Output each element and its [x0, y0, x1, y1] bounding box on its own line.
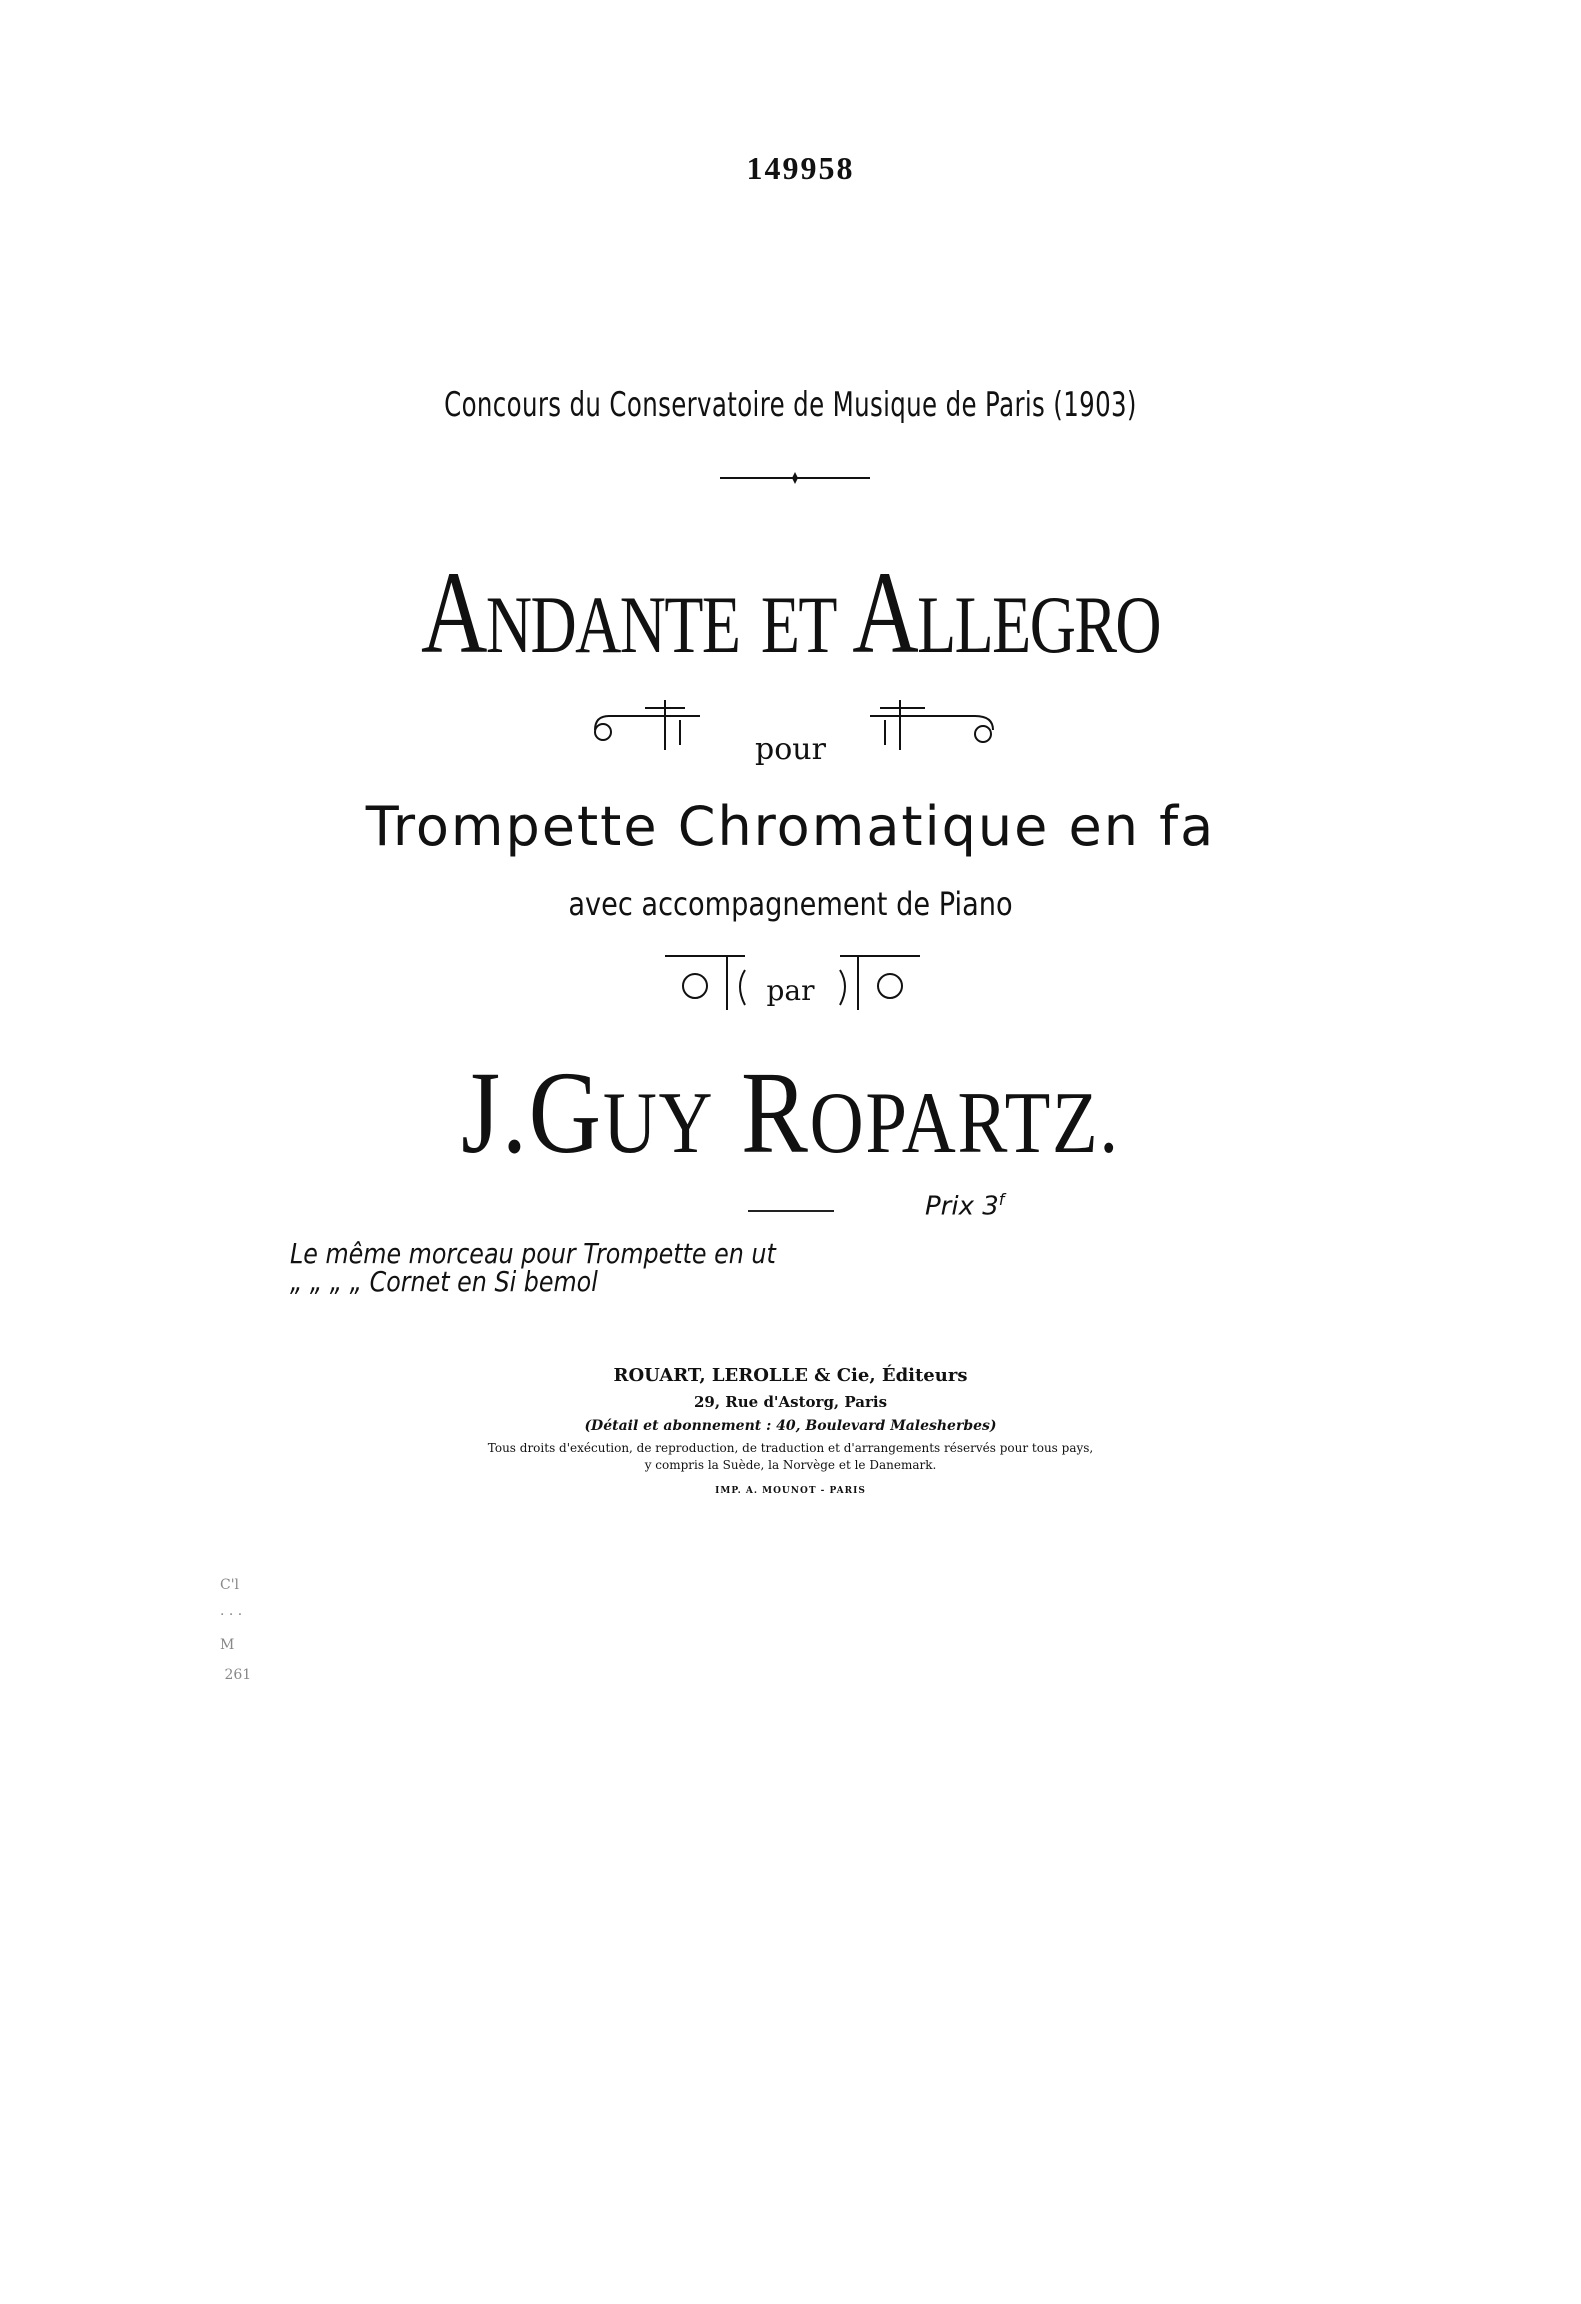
composer-first-rest: UY — [602, 1075, 715, 1172]
publisher-name: ROUART, LEROLLE & Cie, Éditeurs — [613, 1365, 968, 1386]
competition-heading: Concours du Conservatoire de Musique de Paris (1903) — [444, 385, 1137, 425]
par-right-ornament — [830, 950, 920, 1020]
publisher-detail: (Détail et abonnement : 40, Boulevard Malesherbes) — [584, 1418, 997, 1434]
title-word2: ET — [760, 579, 836, 670]
alternate-edition-note-1: Le même morceau pour Trompette en ut — [290, 1237, 776, 1270]
right-flourish-ornament — [865, 690, 1005, 760]
composer-name — [119, 1045, 1463, 1181]
title-word1-rest: NDANTE — [485, 579, 740, 670]
title-word1-cap: A — [420, 547, 486, 678]
price-text: Prix 3 — [925, 1191, 999, 1222]
catalog-number: 149958 — [746, 150, 855, 186]
accompaniment-line: avec accompagnement de Piano — [568, 885, 1013, 923]
publisher-address: 29, Rue d'Astorg, Paris — [693, 1393, 888, 1411]
instrument-line: Trompette Chromatique en fa — [365, 795, 1216, 858]
alternate-edition-note-2: „ „ „ „ Cornet en Si bemol — [290, 1265, 598, 1298]
price-unit: f — [998, 1190, 1005, 1209]
price-label — [925, 1190, 1004, 1222]
title-word3-rest: LLEGRO — [917, 579, 1161, 670]
price-dash — [748, 1210, 834, 1212]
printer-imprint: IMP. A. MOUNOT - PARIS — [715, 1486, 866, 1496]
library-stamp-marks: C'l · · · M 261 — [220, 1577, 252, 1683]
pour-label: pour — [755, 732, 826, 767]
rights-line-1: Tous droits d'exécution, de reproduction, de traduction et d'arrangements réservés pour tous pays, — [487, 1441, 1094, 1455]
composer-first-cap: G — [528, 1047, 603, 1178]
rights-line-2: y compris la Suède, la Norvège et le Danemark. — [644, 1458, 937, 1472]
par-label: par — [766, 974, 815, 1007]
composer-initial: J. — [461, 1047, 529, 1178]
title-word3-cap: A — [852, 547, 918, 678]
composer-last-cap: R — [741, 1047, 810, 1178]
work-title — [174, 545, 1407, 681]
divider-ornament — [720, 470, 870, 490]
composer-last-rest: OPARTZ. — [809, 1075, 1120, 1172]
